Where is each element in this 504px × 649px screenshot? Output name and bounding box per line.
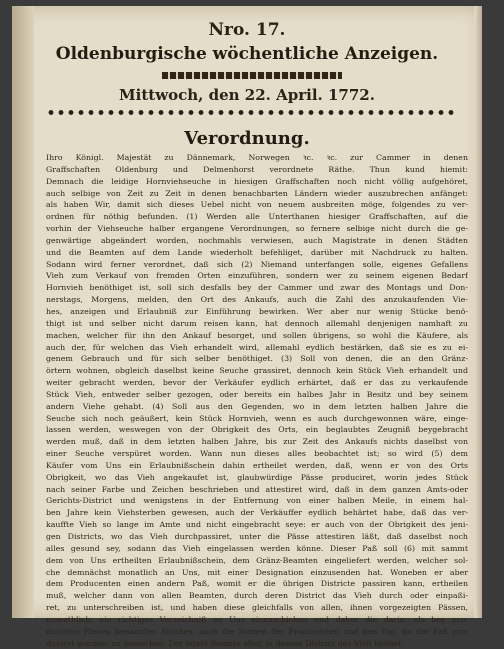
text-line: weiter gebracht werden, bevor der Verkäufer eydlich erhärtet, daß er das zu verkaufende xyxy=(46,378,468,388)
text-line: duciret worden, zu bemerken. Der letzte Beamte aber, in dessen District das Vieh bleibet, xyxy=(46,638,405,648)
dateline: Mittwoch, den 22. April. 1772. xyxy=(119,86,375,104)
issue-number: Nro. 17. xyxy=(208,20,286,40)
text-line: Stück Vieh, entweder selber gezogen, oder bereits ein halbes Jahr in Besitz und bey seinem xyxy=(46,389,468,399)
text-line: nach seiner Farbe und Zeichen beschrieben und attestiret wird, daß in dem ganzen Amts-oder xyxy=(46,484,468,494)
ornamental-divider xyxy=(46,108,458,117)
text-line: und die Beamten auf dem Lande wiederholt befehliget, darüber mit Nachdruck zu halten. xyxy=(46,247,468,257)
text-line: Ihro Königl. Majestät zu Dännemark, Norwegen ꝛc. ꝛc. zur Cammer in denen xyxy=(46,153,468,162)
text-line: Gerichts-District und wenigstens in der Entfernung von einer halben Meile, in einem hal- xyxy=(46,496,468,506)
text-line: hes, anzeigen und Erlaubniß zur Einführung bewirken. Wer aber nur wenig Stücke benö- xyxy=(46,306,468,316)
ordinance-text xyxy=(46,152,468,649)
text-line: ret, zu unterschreiben ist, und haben diese gleichfalls von allen, ihnen vorgezeigten Pässen, xyxy=(46,603,468,613)
newspaper-title: Oldenburgische wöchentliche Anzeigen. xyxy=(55,44,439,64)
text-line: ducirten Pässen benannten Stückes, auch die Namen der Producenten und den Tag, da der Paß pro- xyxy=(46,626,468,636)
newspaper-page xyxy=(12,6,482,648)
text-line: Demnach die leidige Hornviehseuche in hiesigen Graffschaften noch nicht völlig aufgehöret, xyxy=(46,176,468,186)
text-line: vorhin der Viehseuche halber ergangene Verordnungen, so fernere selbige nicht durch die ge- xyxy=(46,224,468,234)
text-line: auch der, für welchen das Vieh erhandelt wird, allemahl eydlich bestärken, daß sie es zu ei- xyxy=(46,342,468,352)
text-line: auch selbige von Zeit zu Zeit in denen benachbarten Ländern wieder auszubrechen anfänget: xyxy=(46,188,468,198)
text-line: Sodann wird ferner verordnet, daß sich (2) Niemand unterfangen solle, eigenes Gefallens xyxy=(46,259,468,269)
text-line: Hornvieh benöthiget ist, soll sich desfalls bey der Cammer und zwar des Montags und Don- xyxy=(46,283,468,293)
text-line: genwärtige abgeändert worden, nochmahls verwiesen, auch Magistrate in denen Städten xyxy=(46,235,468,245)
text-line: andern Viehe gehabt. (4) Soll aus den Gegenden, wo in dem letzten halben Jahre die xyxy=(46,401,468,411)
text-line: dem Producenten einen andern Paß, womit er die übrigen Districte passiren kann, ertheilen xyxy=(46,579,468,589)
text-line: Seuche sich noch geäußert, kein Stück Hornvieh, wenn es auch durchgewonnen wäre, einge- xyxy=(46,413,468,423)
text-line: einer Seuche verspüret worden. Wann nun dieses alles beobachtet ist; so wird (5) dem xyxy=(46,449,468,459)
text-line: als haben Wir, damit sich dieses Uebel nicht von neuem ausbreiten möge, folgendes zu ver- xyxy=(46,200,468,210)
text-line: monathlich, ein richtiges Verzeichniß an Uns einzuschicken und daher die darin, als bey pro- xyxy=(46,614,468,624)
text-line: Vieh zum Verkauf von fremden Orten einzuführen, sondern wer zu seinem eigenen Bedarf xyxy=(46,271,468,281)
text-line: machen, welcher für ihn den Ankauf besorget, und sollen übrigens, so wohl die Käufere, als xyxy=(46,330,468,340)
text-line: ben Jahre kein Viehsterben gewesen, auch der Verkäuffer eydlich behärtet habe, daß das ver- xyxy=(46,508,468,518)
text-line: alles gesund sey, sodann das Vieh eingelassen werden könne. Dieser Paß soll (6) mit sammt xyxy=(46,543,468,553)
text-line: gen Districts, wo das Vieh durchpassiret, unter die Pässe attestiren läßt, daß daselbst noch xyxy=(46,532,468,541)
text-line: nerstags, Morgens, melden, den Ort des Ankaufs, auch die Zahl des anzukaufenden Vie- xyxy=(46,295,468,305)
text-line: che demnächst monatlich an Uns, mit einer Designation einzusenden hat. Woneben er aber xyxy=(46,567,468,577)
text-line: Obrigkeit, wo das Vieh angekaufet ist, glaubwürdige Pässe produciret, worin jedes Stück xyxy=(46,472,468,482)
text-line: genem Gebrauch und für sich selber benöthiget. (3) Soll von denen, die an den Gränz- xyxy=(46,354,468,364)
section-heading: Verordnung. xyxy=(184,128,310,149)
title-rule xyxy=(162,72,342,79)
text-line: werden muß, daß in dem letzten halben Jahre, bis zur Zeit des Ankaufs nichts daselbst von xyxy=(46,437,468,447)
text-line: örtern wohnen, obgleich daselbst keine Seuche grassiret, dennoch kein Stück Vieh erhandelt und xyxy=(46,366,468,376)
text-line: lassen werden, weswegen von der Obrigkeit des Orts, ein beglaubtes Zeugniß beygebracht xyxy=(46,425,468,435)
text-line: kauffte Vieh so lange im Amte und nicht eingebracht seye: er auch von der Obrigkeit des jeni- xyxy=(46,520,468,530)
text-line: ordnen für nöthig befunden. (1) Werden alle Unterthanen hiesiger Graffschaften, auf die xyxy=(46,212,468,222)
text-line: muß, welcher dann von allen Beamten, durch deren District das Vieh durch oder einpaßi- xyxy=(46,591,468,601)
text-line: Käufer vom Uns ein Erlaubnißschein dahin ertheilet werden, daß, wenn er von des Orts xyxy=(46,460,468,470)
text-line: dem von Uns ertheilten Erlaubnißschein, dem Gränz-Beamten eingeliefert werden, welcher sol- xyxy=(46,555,468,565)
text-line: thigt ist und selber nicht darum reisen kann, hat dennoch allemahl denjenigen namhaft zu xyxy=(46,318,468,328)
text-line: Graffschaften Oldenburg und Delmenhorst verordnete Räthe. Thun kund hiemit: xyxy=(46,164,468,174)
